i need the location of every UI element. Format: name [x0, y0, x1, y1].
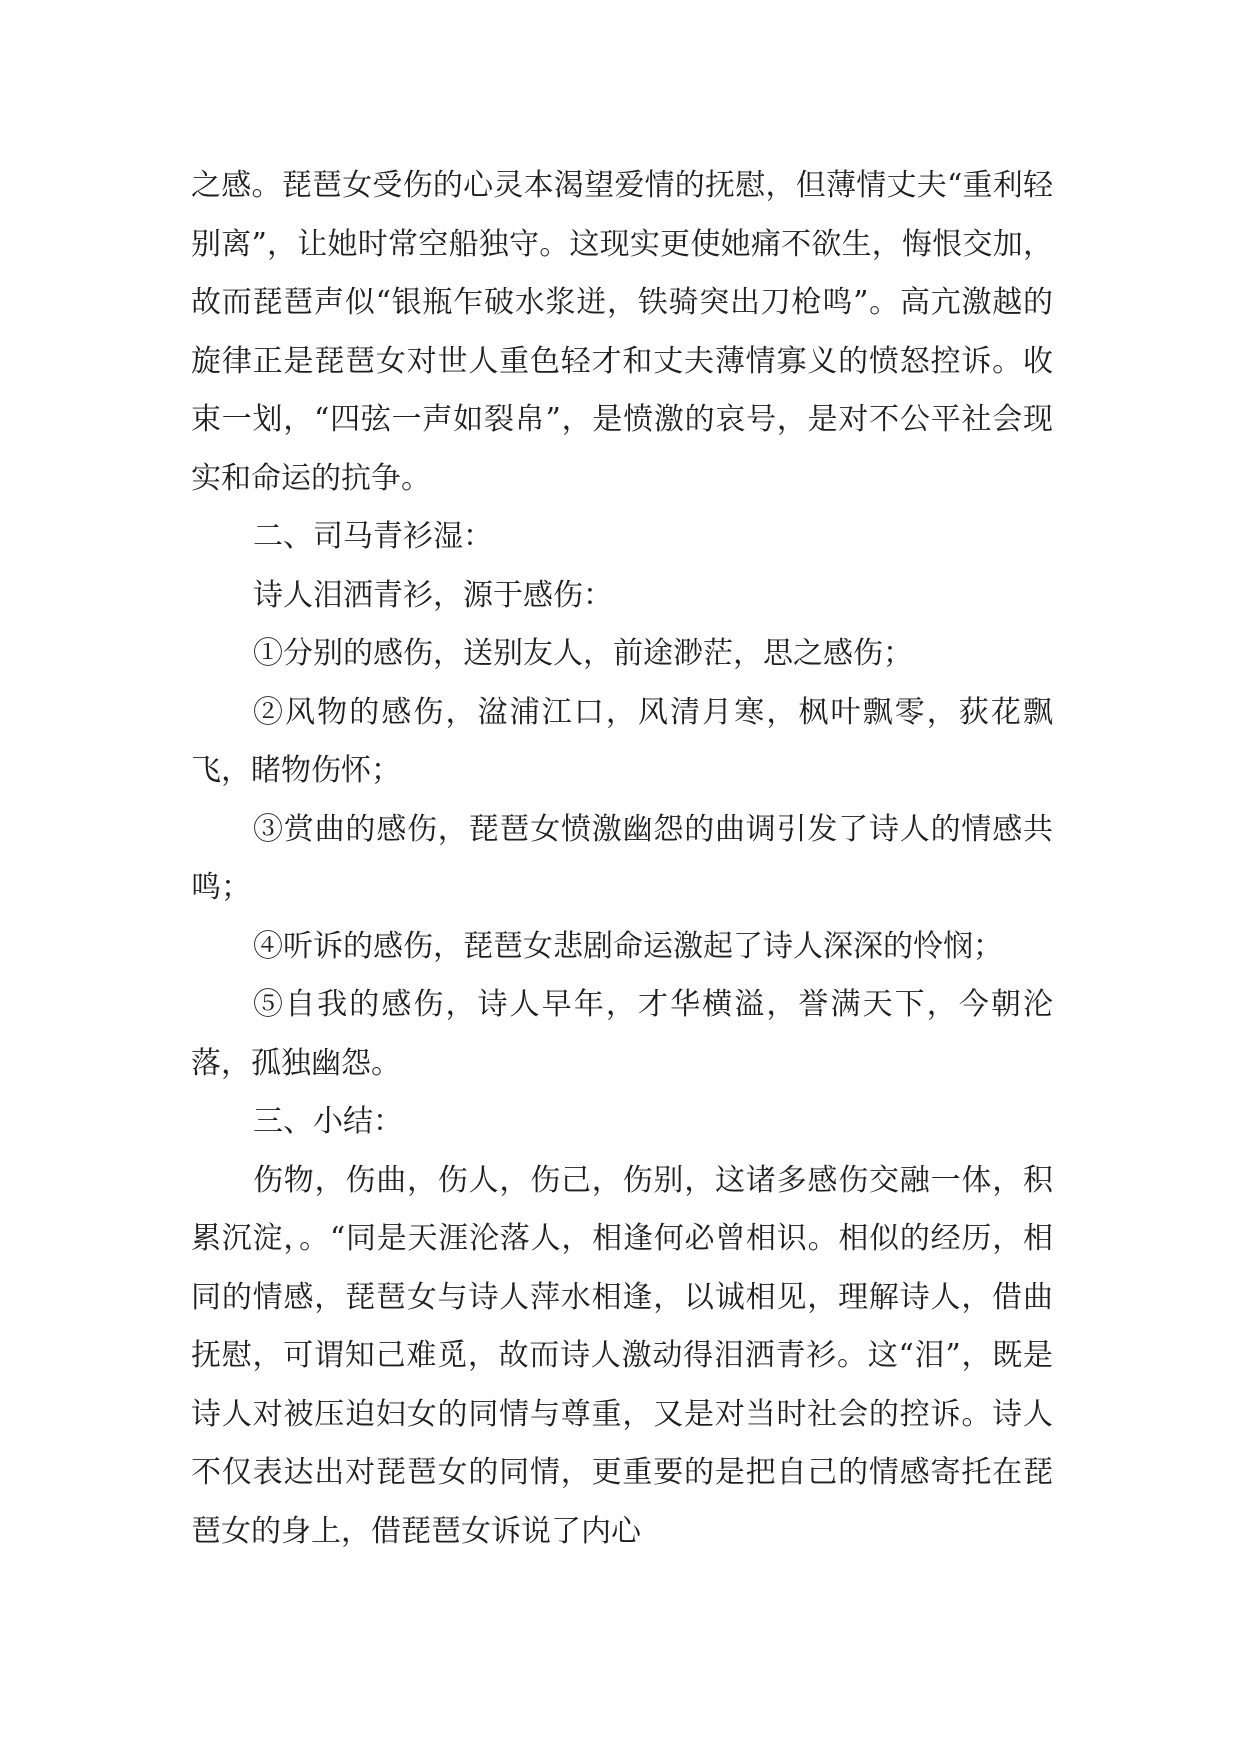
list-item-three: ③赏曲的感伤，琵琶女愤激幽怨的曲调引发了诗人的情感共鸣； [191, 811, 1053, 905]
section-heading-two: 二、司马青衫湿： [253, 519, 493, 554]
paragraph-intro: 诗人泪洒青衫，源于感伤： [253, 577, 613, 613]
paragraph-summary: 伤物，伤曲，伤人，伤己，伤别，这诸多感伤交融一体，积累沉淀，。“同是天涯沦落人，相逢何必曾相识。相似的经历，相同的情感，琵琶女与诗人萍水相逢，以诚相见，理解诗人，借曲抚慰，可谓知己难觅，故而诗人激动得泪洒青衫。这“泪”，既是诗人对被压迫妇女的同情与尊重，又是对当时社会的控诉。诗人不仅表达出对琵琶女的同情，更重要的是把自己的情感寄托在琵琶女的身上，借琵琶女诉说了内心 [191, 1162, 1053, 1549]
paragraph-continuation: 之感。琵琶女受伤的心灵本渴望爱情的抚慰，但薄情丈夫“重利轻别离”，让她时常空船独守。这现实更使她痛不欲生，悔恨交加，故而琵琶声似“银瓶乍破水浆迸，铁骑突出刀枪鸣”。高亢激越的旋律正是琵琶女对世人重色轻才和丈夫薄情寡义的愤怒控诉。收束一划，“四弦一声如裂帛”，是愤激的哀号，是对不公平社会现实和命运的抗争。 [191, 168, 1053, 496]
section-heading-three: 三、小结： [253, 1104, 403, 1139]
list-item-one: ①分别的感伤，送别友人，前途渺茫，思之感伤； [253, 636, 913, 671]
body-text [191, 157, 1053, 1561]
list-item-two: ②风物的感伤，湓浦江口，风清月寒，枫叶飘零，荻花飘飞，睹物伤怀； [191, 694, 1053, 788]
list-item-five: ⑤自我的感伤，诗人早年，才华横溢，誉满天下，今朝沦落，孤独幽怨。 [191, 987, 1053, 1081]
list-item-four: ④听诉的感伤，琵琶女悲剧命运激起了诗人深深的怜悯； [253, 928, 1003, 964]
